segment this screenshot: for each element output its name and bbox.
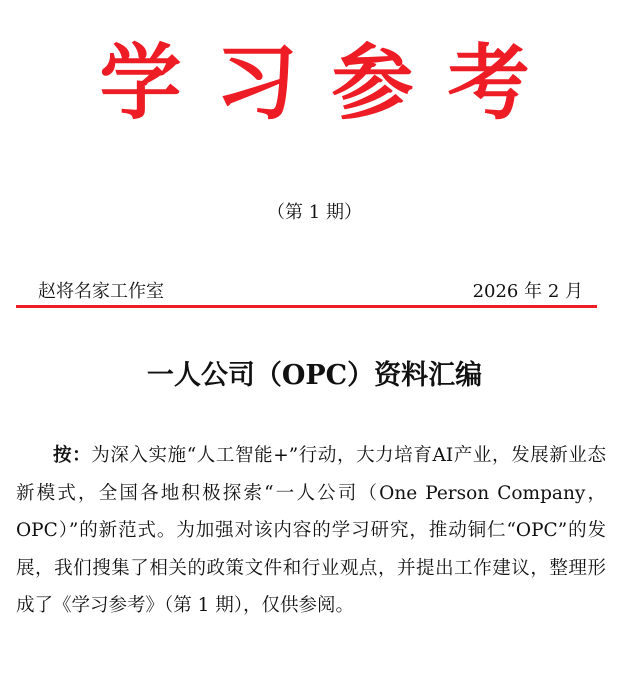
studio-name: 赵将名家工作室 bbox=[38, 281, 164, 302]
article-title: 一人公司（OPC）资料汇编 bbox=[146, 360, 483, 391]
publish-date: 2026 年 2 月 bbox=[472, 281, 583, 302]
editor-note-lead: 按： bbox=[53, 445, 92, 466]
issue-number: （第 1 期） bbox=[267, 202, 362, 223]
editor-note bbox=[16, 437, 606, 625]
red-divider bbox=[16, 305, 597, 308]
masthead-title: 学习参考 bbox=[99, 35, 564, 131]
editor-note-text: 为深入实施“人工智能+”行动，大力培育AI产业，发展新业态新模式，全国各地积极探索“一人公司（One Person Company，OPC）”的新范式。为加强对该内容的学习研究，推动铜仁“OPC”的发展，我们搜集了相关的政策文件和行业观点，并提出工作建议，整理形成了《学习参考》（第 1 期），仅供参阅。 bbox=[16, 445, 606, 616]
